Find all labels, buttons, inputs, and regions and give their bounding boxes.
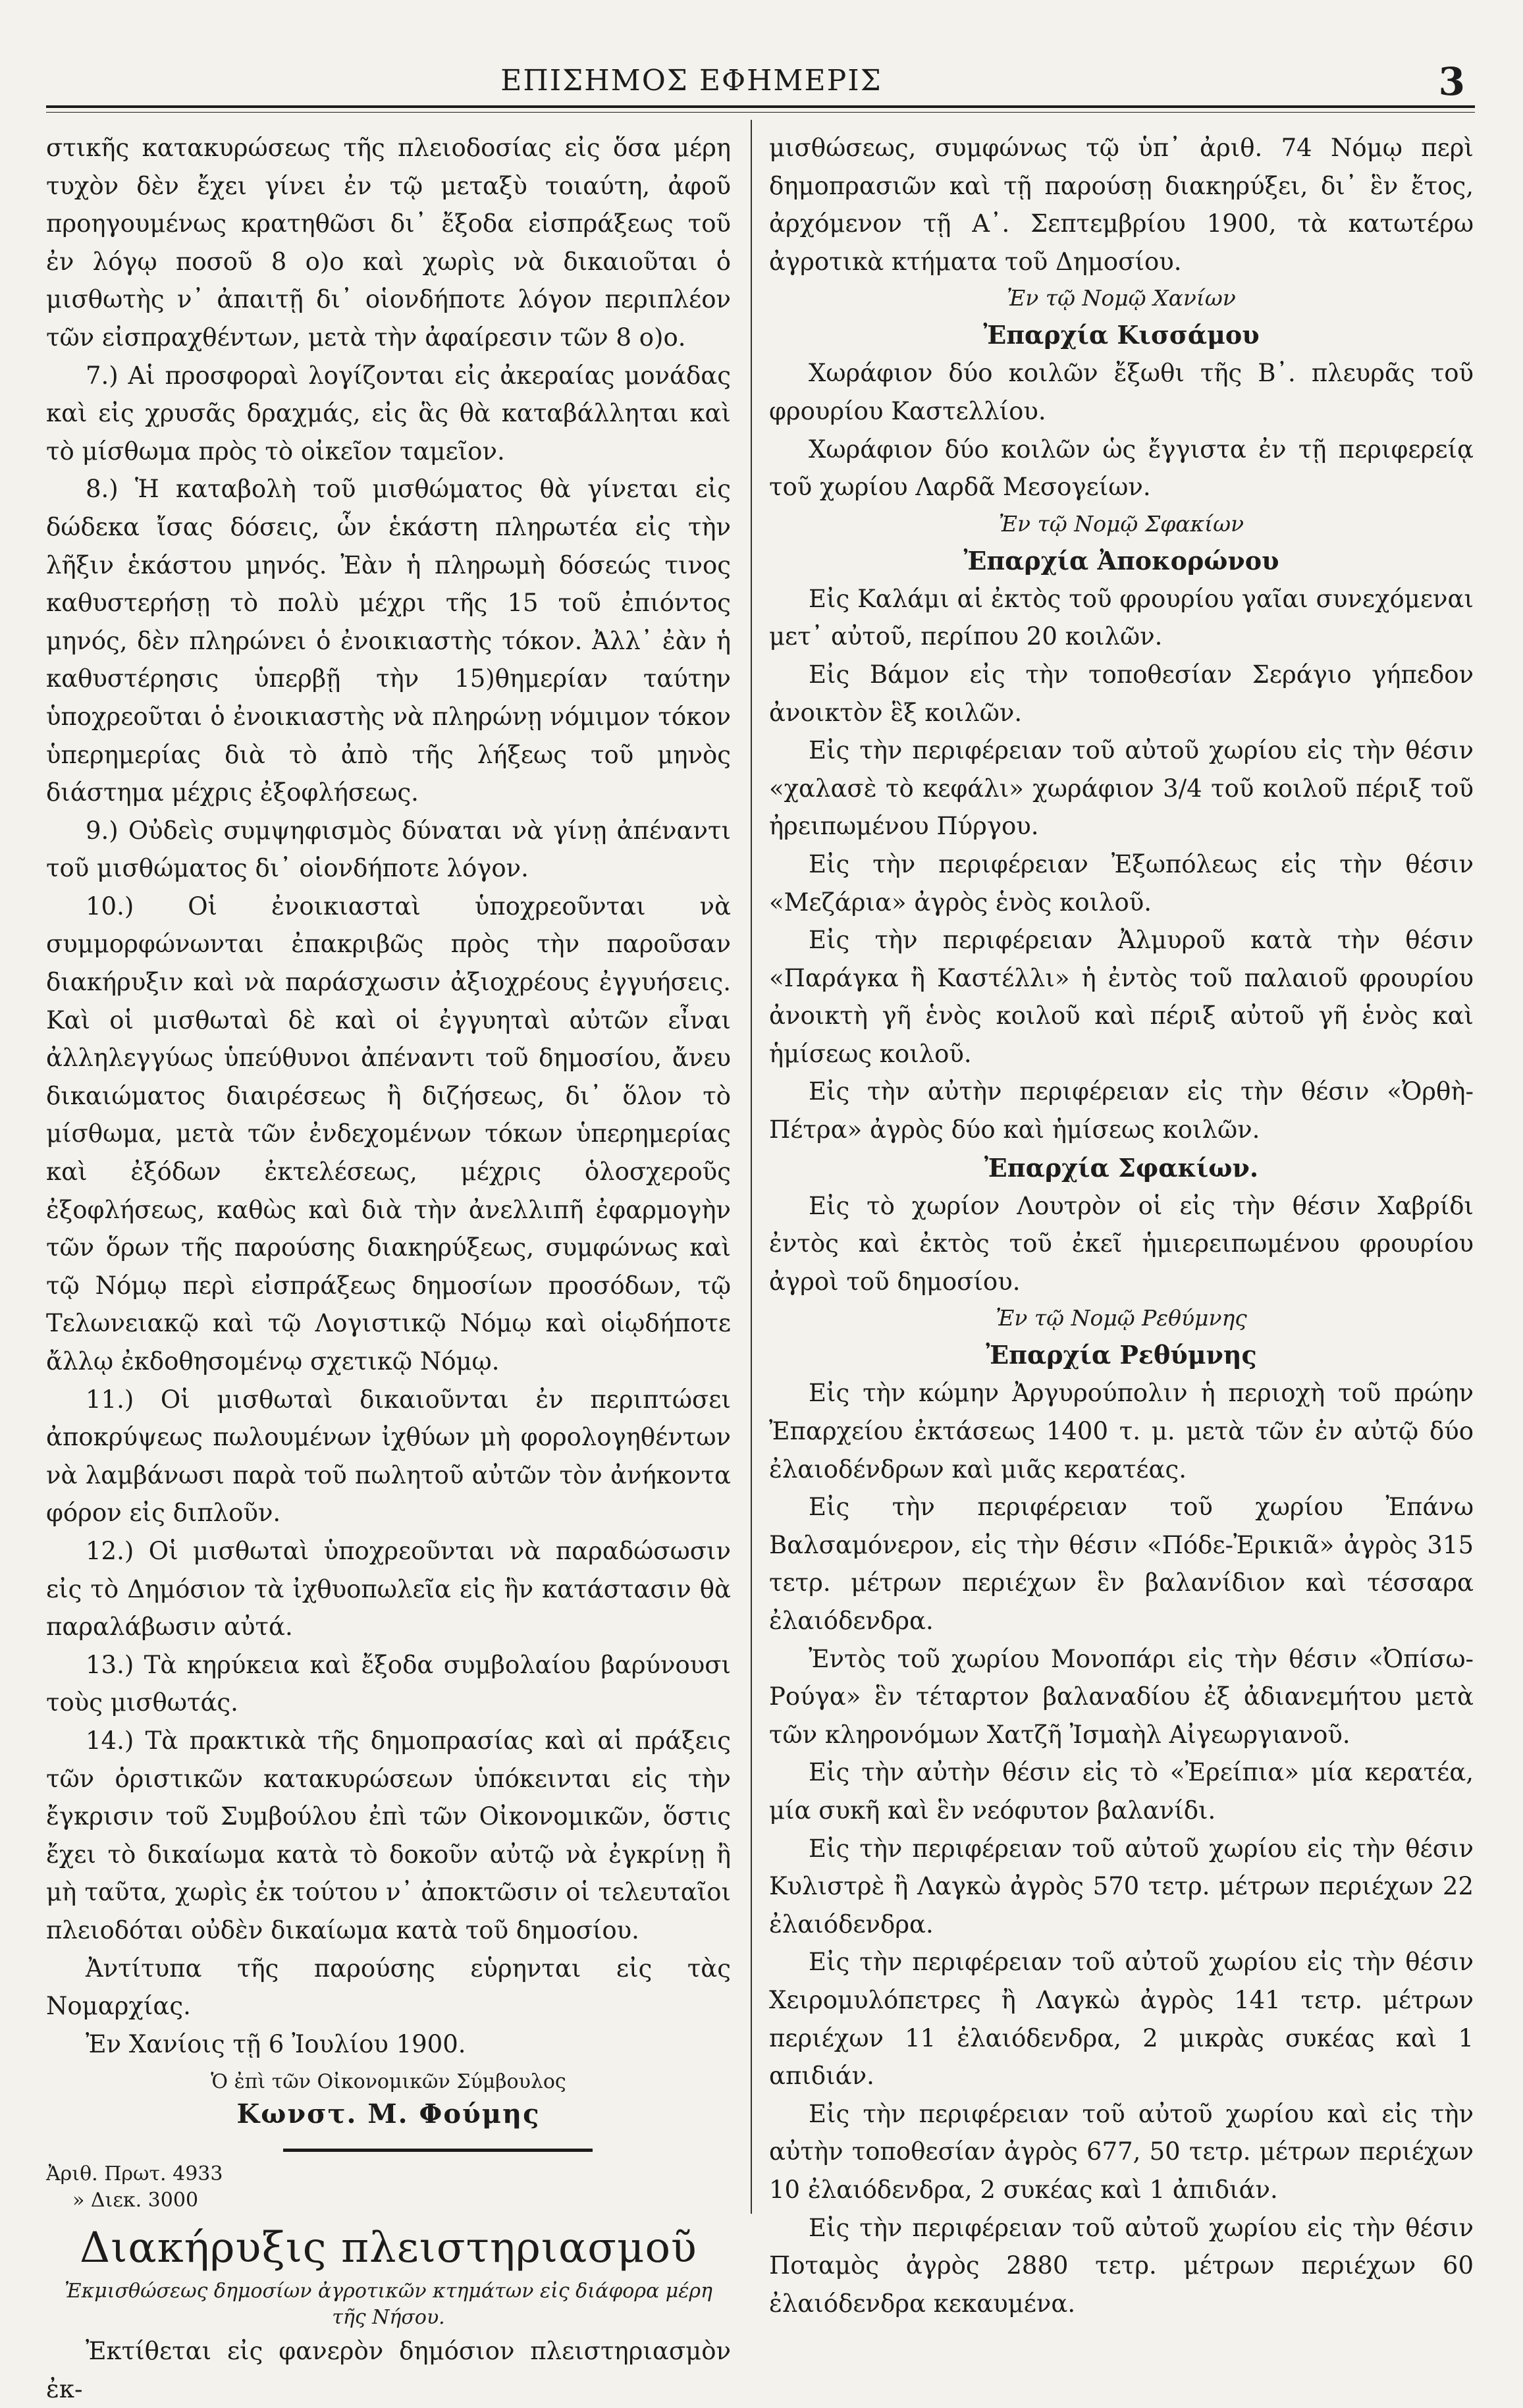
diek-number: » Διεκ. 3000 <box>72 2189 199 2212</box>
kissamos-item-2: Χωράφιον δύο κοιλῶν ὡς ἔγγιστα ἐν τῇ περιφερείᾳ τοῦ χωρίου Λαρδᾶ Μεσογείων. <box>769 435 1474 502</box>
rethymno-item-1: Εἰς τὴν κώμην Ἀργυρούπολιν ἡ περιοχὴ τοῦ πρώην Ἐπαρχείου ἐκτάσεως 1400 τ. μ. μετὰ τῶν ἐν αὐτῷ δύο ἐλαιοδένδρων καὶ μιᾶς κερατέας. <box>769 1379 1474 1484</box>
signatory-name: Κωνστ. Μ. Φούμης <box>236 2099 541 2130</box>
province-sfakia: Ἐπαρχία Σφακίων. <box>984 1152 1259 1183</box>
rethymno-item-8: Εἰς τὴν περιφέρειαν τοῦ αὐτοῦ χωρίου εἰς τὴν θέσιν Ποταμὸς ἀγρὸς 2880 τετρ. μέτρων περιέχων 60 ἐλαιόδενδρα κεκαυμένα. <box>769 2213 1474 2318</box>
section-rule <box>283 2149 593 2152</box>
sfakia-item-1: Εἰς τὸ χωρίον Λουτρὸν οἱ εἰς τὴν θέσιν Χαβρίδι ἐντὸς καὶ ἐκτὸς τοῦ ἐκεῖ ἡμιερειπωμένου φρουρίου ἀγροὶ τοῦ δημοσίου. <box>769 1191 1474 1296</box>
right-column <box>769 129 1474 2322</box>
clause-13: 13.) Τὰ κηρύκεια καὶ ἔξοδα συμβολαίου βαρύνουσι τοὺς μισθωτάς. <box>46 1650 731 1717</box>
header-rule-thin <box>46 112 1475 113</box>
paragraph-continued: στικῆς κατακυρώσεως τῆς πλειοδοσίας εἰς ὅσα μέρη τυχὸν δὲν ἔχει γίνει ἐν τῷ μεταξὺ τοιαύτη, ἀφοῦ προηγουμένως κρατηθῶσι δι᾽ ἔξοδα εἰσπράξεως τοῦ ἐν λόγῳ ποσοῦ 8 ο)ο καὶ χωρὶς νὰ δικαιοῦται ὁ μισθωτὴς ν᾽ ἀπαιτῇ δι᾽ οἱονδήποτε λόγον περιπλέον τῶν εἰσπραχθέντων, μετὰ τὴν ἀφαίρεσιν τῶν 8 ο)ο. <box>46 134 731 352</box>
column-divider <box>751 120 752 2214</box>
header-rule-thick <box>46 105 1475 108</box>
issue-date: Ἐν Χανίοις τῇ 6 Ἰουλίου 1900. <box>86 2029 466 2058</box>
clause-10: 10.) Οἱ ἐνοικιασταὶ ὑποχρεοῦνται νὰ συμμορφώνωνται ἐπακριβῶς πρὸς τὴν παροῦσαν διακήρυξιν καὶ νὰ παράσχωσιν ἀξιοχρέους ἐγγυήσεις. Καὶ οἱ μισθωταὶ δὲ καὶ οἱ ἐγγυηταὶ αὐτῶν εἶναι ἀλληλεγγύως ὑπεύθυνοι ἀπέναντι τοῦ δημοσίου, ἄνευ δικαιώματος διαιρέσεως ἢ διζήσεως, δι᾽ ὅλον τὸ μίσθωμα, μετὰ τῶν ἐνδεχομένων τόκων ὑπερημερίας καὶ ἐξόδων ἐκτελέσεως, μέχρις ὁλοσχεροῦς ἐξοφλήσεως, καθὼς καὶ διὰ τὴν ἀνελλιπῆ ἐφαρμογὴν τῶν ὅρων τῆς παρούσης διακηρύξεως, συμφώνως καὶ τῷ Νόμῳ περὶ εἰσπράξεως δημοσίων προσόδων, τῷ Τελωνειακῷ καὶ τῷ Λογιστικῷ Νόμῳ καὶ οἱῳδήποτε ἄλλῳ ἐκδοθησομένῳ σχετικῷ Νόμῳ. <box>46 892 731 1376</box>
notice-intro: Ἐκτίθεται εἰς φανερὸν δημόσιον πλειστηριασμὸν ἐκ- <box>46 2337 731 2403</box>
clause-9: 9.) Οὐδεὶς συμψηφισμὸς δύναται νὰ γίνῃ ἀπέναντι τοῦ μισθώματος δι᾽ οἱονδήποτε λόγον. <box>46 816 731 883</box>
province-kissamos: Ἐπαρχία Κισσάμου <box>983 320 1260 350</box>
rethymno-item-6: Εἰς τὴν περιφέρειαν τοῦ αὐτοῦ χωρίου εἰς τὴν θέσιν Χειρομυλόπετρες ἢ Λαγκὼ ἀγρὸς 141 τετρ. μέτρων περιέχων 11 ἐλαιόδενδρα, 2 μικρὰς συκέας καὶ 1 απιδιάν. <box>769 1948 1474 2091</box>
clause-14: 14.) Τὰ πρακτικὰ τῆς δημοπρασίας καὶ αἱ πράξεις τῶν ὁριστικῶν κατακυρώσεων ὑπόκεινται εἰς τὴν ἔγκρισιν τοῦ Συμβούλου ἐπὶ τῶν Οἰκονομικῶν, ὅστις ἔχει τὸ δικαίωμα κατὰ τὸ δοκοῦν αὐτῷ νὰ ἐγκρίνῃ ἢ μὴ ταῦτα, χωρὶς ἐκ τούτου ν᾽ ἀποκτῶσιν οἱ τελευταῖοι πλειοδόται οὐδὲν δικαίωμα κατὰ τοῦ δημοσίου. <box>46 1726 731 1944</box>
notice-subtitle: Ἐκμισθώσεως δημοσίων ἀγροτικῶν κτημάτων εἰς διάφορα μέρη τῆς Νήσου. <box>65 2280 712 2330</box>
apokoronas-item-4: Εἰς τὴν περιφέρειαν Ἐξωπόλεως εἰς τὴν θέσιν «Μεζάρια» ἀγρὸς ἑνὸς κοιλοῦ. <box>769 849 1474 917</box>
rethymno-item-3: Ἐντὸς τοῦ χωρίου Μονοπάρι εἰς τὴν θέσιν «Ὀπίσω-Ρούγα» ἓν τέταρτον βαλαναδίου ἐξ ἀδιανεμήτου μετὰ τῶν κληρονόμων Χατζῆ Ἰσμαὴλ Αἰγεωργιανοῦ. <box>769 1644 1474 1749</box>
left-column <box>46 129 731 2408</box>
clause-7: 7.) Αἱ προσφοραὶ λογίζονται εἰς ἀκεραίας μονάδας καὶ εἰς χρυσᾶς δραχμάς, εἰς ἃς θὰ καταβάλληται καὶ τὸ μίσθωμα πρὸς τὸ οἰκεῖον ταμεῖον. <box>46 361 731 466</box>
rethymno-item-2: Εἰς τὴν περιφέρειαν τοῦ χωρίου Ἐπάνω Βαλσαμόνερον, εἰς τὴν θέσιν «Πόδε-Ἐρικιᾶ» ἀγρὸς 315 τετρ. μέτρων περιέχων ἓν βαλανίδιον καὶ τέσσαρα ἐλαιόδενδρα. <box>769 1493 1474 1635</box>
copies-note: Ἀντίτυπα τῆς παρούσης εὑρηνται εἰς τὰς Νομαρχίας. <box>46 1954 731 2021</box>
apokoronas-item-3: Εἰς τὴν περιφέρειαν τοῦ αὐτοῦ χωρίου εἰς τὴν θέσιν «χαλασὲ τὸ κεφάλι» χωράφιον 3/4 τοῦ κοιλοῦ πέριξ τοῦ ἠρειπωμένου Πύργου. <box>769 736 1474 841</box>
clause-8: 8.) Ἡ καταβολὴ τοῦ μισθώματος θὰ γίνεται εἰς δώδεκα ἴσας δόσεις, ὧν ἑκάστη πληρωτέα εἰς τὴν λῆξιν ἑκάστου μηνός. Ἐὰν ἡ πληρωμὴ δόσεώς τινος καθυστερήσῃ τὸ πολὺ μέχρι τῆς 15 τοῦ ἐπιόντος μηνός, δὲν πληρώνει ὁ ἐνοικιαστὴς τόκον. Ἀλλ᾽ ἐὰν ἡ καθυστέρησις ὑπερβῇ τὴν 15)θημερίαν ταύτην ὑποχρεοῦται ὁ ἐνοικιαστὴς νὰ πληρώνῃ νόμιμον τόκον ὑπερημερίας διὰ τὸ ἀπὸ τῆς λήξεως τοῦ μηνὸς διάστημα μέχρις ἐξοφλήσεως. <box>46 475 731 807</box>
signatory-role: Ὁ ἐπὶ τῶν Οἰκονομικῶν Σύμβουλος <box>211 2070 566 2094</box>
rethymno-item-5: Εἰς τὴν περιφέρειαν τοῦ αὐτοῦ χωρίου εἰς τὴν θέσιν Κυλιστρὲ ἢ Λαγκὼ ἀγρὸς 570 τετρ. μέτρων περιέχων 22 ἐλαιόδενδρα. <box>769 1834 1474 1939</box>
masthead-title: ΕΠΙΣΗΜΟΣ ΕΦΗΜΕΡΙΣ <box>500 64 882 97</box>
protocol-number: Ἀριθ. Πρωτ. 4933 <box>46 2162 223 2186</box>
apokoronas-item-2: Εἰς Βάμον εἰς τὴν τοποθεσίαν Σεράγιο γήπεδον ἀνοικτὸν ἓξ κοιλῶν. <box>769 660 1474 727</box>
province-apokoronas: Ἐπαρχία Ἀποκορώνου <box>963 545 1279 575</box>
prefecture-chania: Ἐν τῷ Νομῷ Χανίων <box>1007 285 1236 311</box>
page-number: 3 <box>1438 59 1465 104</box>
prefecture-sfakia: Ἐν τῷ Νομῷ Σφακίων <box>998 510 1244 537</box>
rethymno-item-7: Εἰς τὴν περιφέρειαν τοῦ αὐτοῦ χωρίου καὶ εἰς τὴν αὐτὴν τοποθεσίαν ἀγρὸς 677, 50 τετρ. μέτρων περιέχων 10 ἐλαιόδενδρα, 2 συκέας καὶ 1 ἀπιδιάν. <box>769 2099 1474 2204</box>
notice-title: Διακήρυξις πλειστηριασμοῦ <box>80 2224 697 2273</box>
apokoronas-item-5: Εἰς τὴν περιφέρειαν Ἀλμυροῦ κατὰ τὴν θέσιν «Παράγκα ἢ Καστέλλι» ἡ ἐντὸς τοῦ παλαιοῦ φρουρίου ἀνοικτὴ γῆ ἑνὸς κοιλοῦ καὶ πέριξ αὐτοῦ γῆ ἑνὸς καὶ ἡμίσεως κοιλοῦ. <box>769 926 1474 1068</box>
apokoronas-item-1: Εἰς Καλάμι αἱ ἐκτὸς τοῦ φρουρίου γαῖαι συνεχόμεναι μετ᾽ αὐτοῦ, περίπου 20 κοιλῶν. <box>769 584 1474 651</box>
kissamos-item-1: Χωράφιον δύο κοιλῶν ἔξωθι τῆς Β᾽. πλευρᾶς τοῦ φρουρίου Καστελλίου. <box>769 359 1474 425</box>
rethymno-item-4: Εἰς τὴν αὐτὴν θέσιν εἰς τὸ «Ἐρείπια» μία κερατέα, μία συκῆ καὶ ἓν νεόφυτον βαλανίδι. <box>769 1758 1474 1825</box>
prefecture-rethymno: Ἐν τῷ Νομῷ Ρεθύμνης <box>996 1305 1247 1331</box>
clause-11: 11.) Οἱ μισθωταὶ δικαιοῦνται ἐν περιπτώσει ἀποκρύψεως πωλουμένων ἰχθύων μὴ φορολογηθέντων νὰ λαμβάνωσι παρὰ τοῦ πωλητοῦ αὐτῶν τὸν ἀνήκοντα φόρον εἰς διπλοῦν. <box>46 1385 731 1528</box>
apokoronas-item-6: Εἰς τὴν αὐτὴν περιφέρειαν εἰς τὴν θέσιν «Ὀρθὴ-Πέτρα» ἀγρὸς δύο καὶ ἡμίσεως κοιλῶν. <box>769 1077 1474 1144</box>
clause-12: 12.) Οἱ μισθωταὶ ὑποχρεοῦνται νὰ παραδώσωσιν εἰς τὸ Δημόσιον τὰ ἰχθυοπωλεῖα εἰς ἣν κατάστασιν θὰ παραλάβωσιν αὐτά. <box>46 1536 731 1642</box>
intro-continued: μισθώσεως, συμφώνως τῷ ὑπ᾽ ἀριθ. 74 Νόμῳ περὶ δημοπρασιῶν καὶ τῇ παρούσῃ διακηρύξει, δι᾽ ἓν ἔτος, ἀρχόμενον τῇ Α᾽. Σεπτεμβρίου 1900, τὰ κατωτέρω ἀγροτικὰ κτήματα τοῦ Δημοσίου. <box>769 134 1474 276</box>
province-rethymno: Ἐπαρχία Ρεθύμνης <box>986 1340 1257 1370</box>
